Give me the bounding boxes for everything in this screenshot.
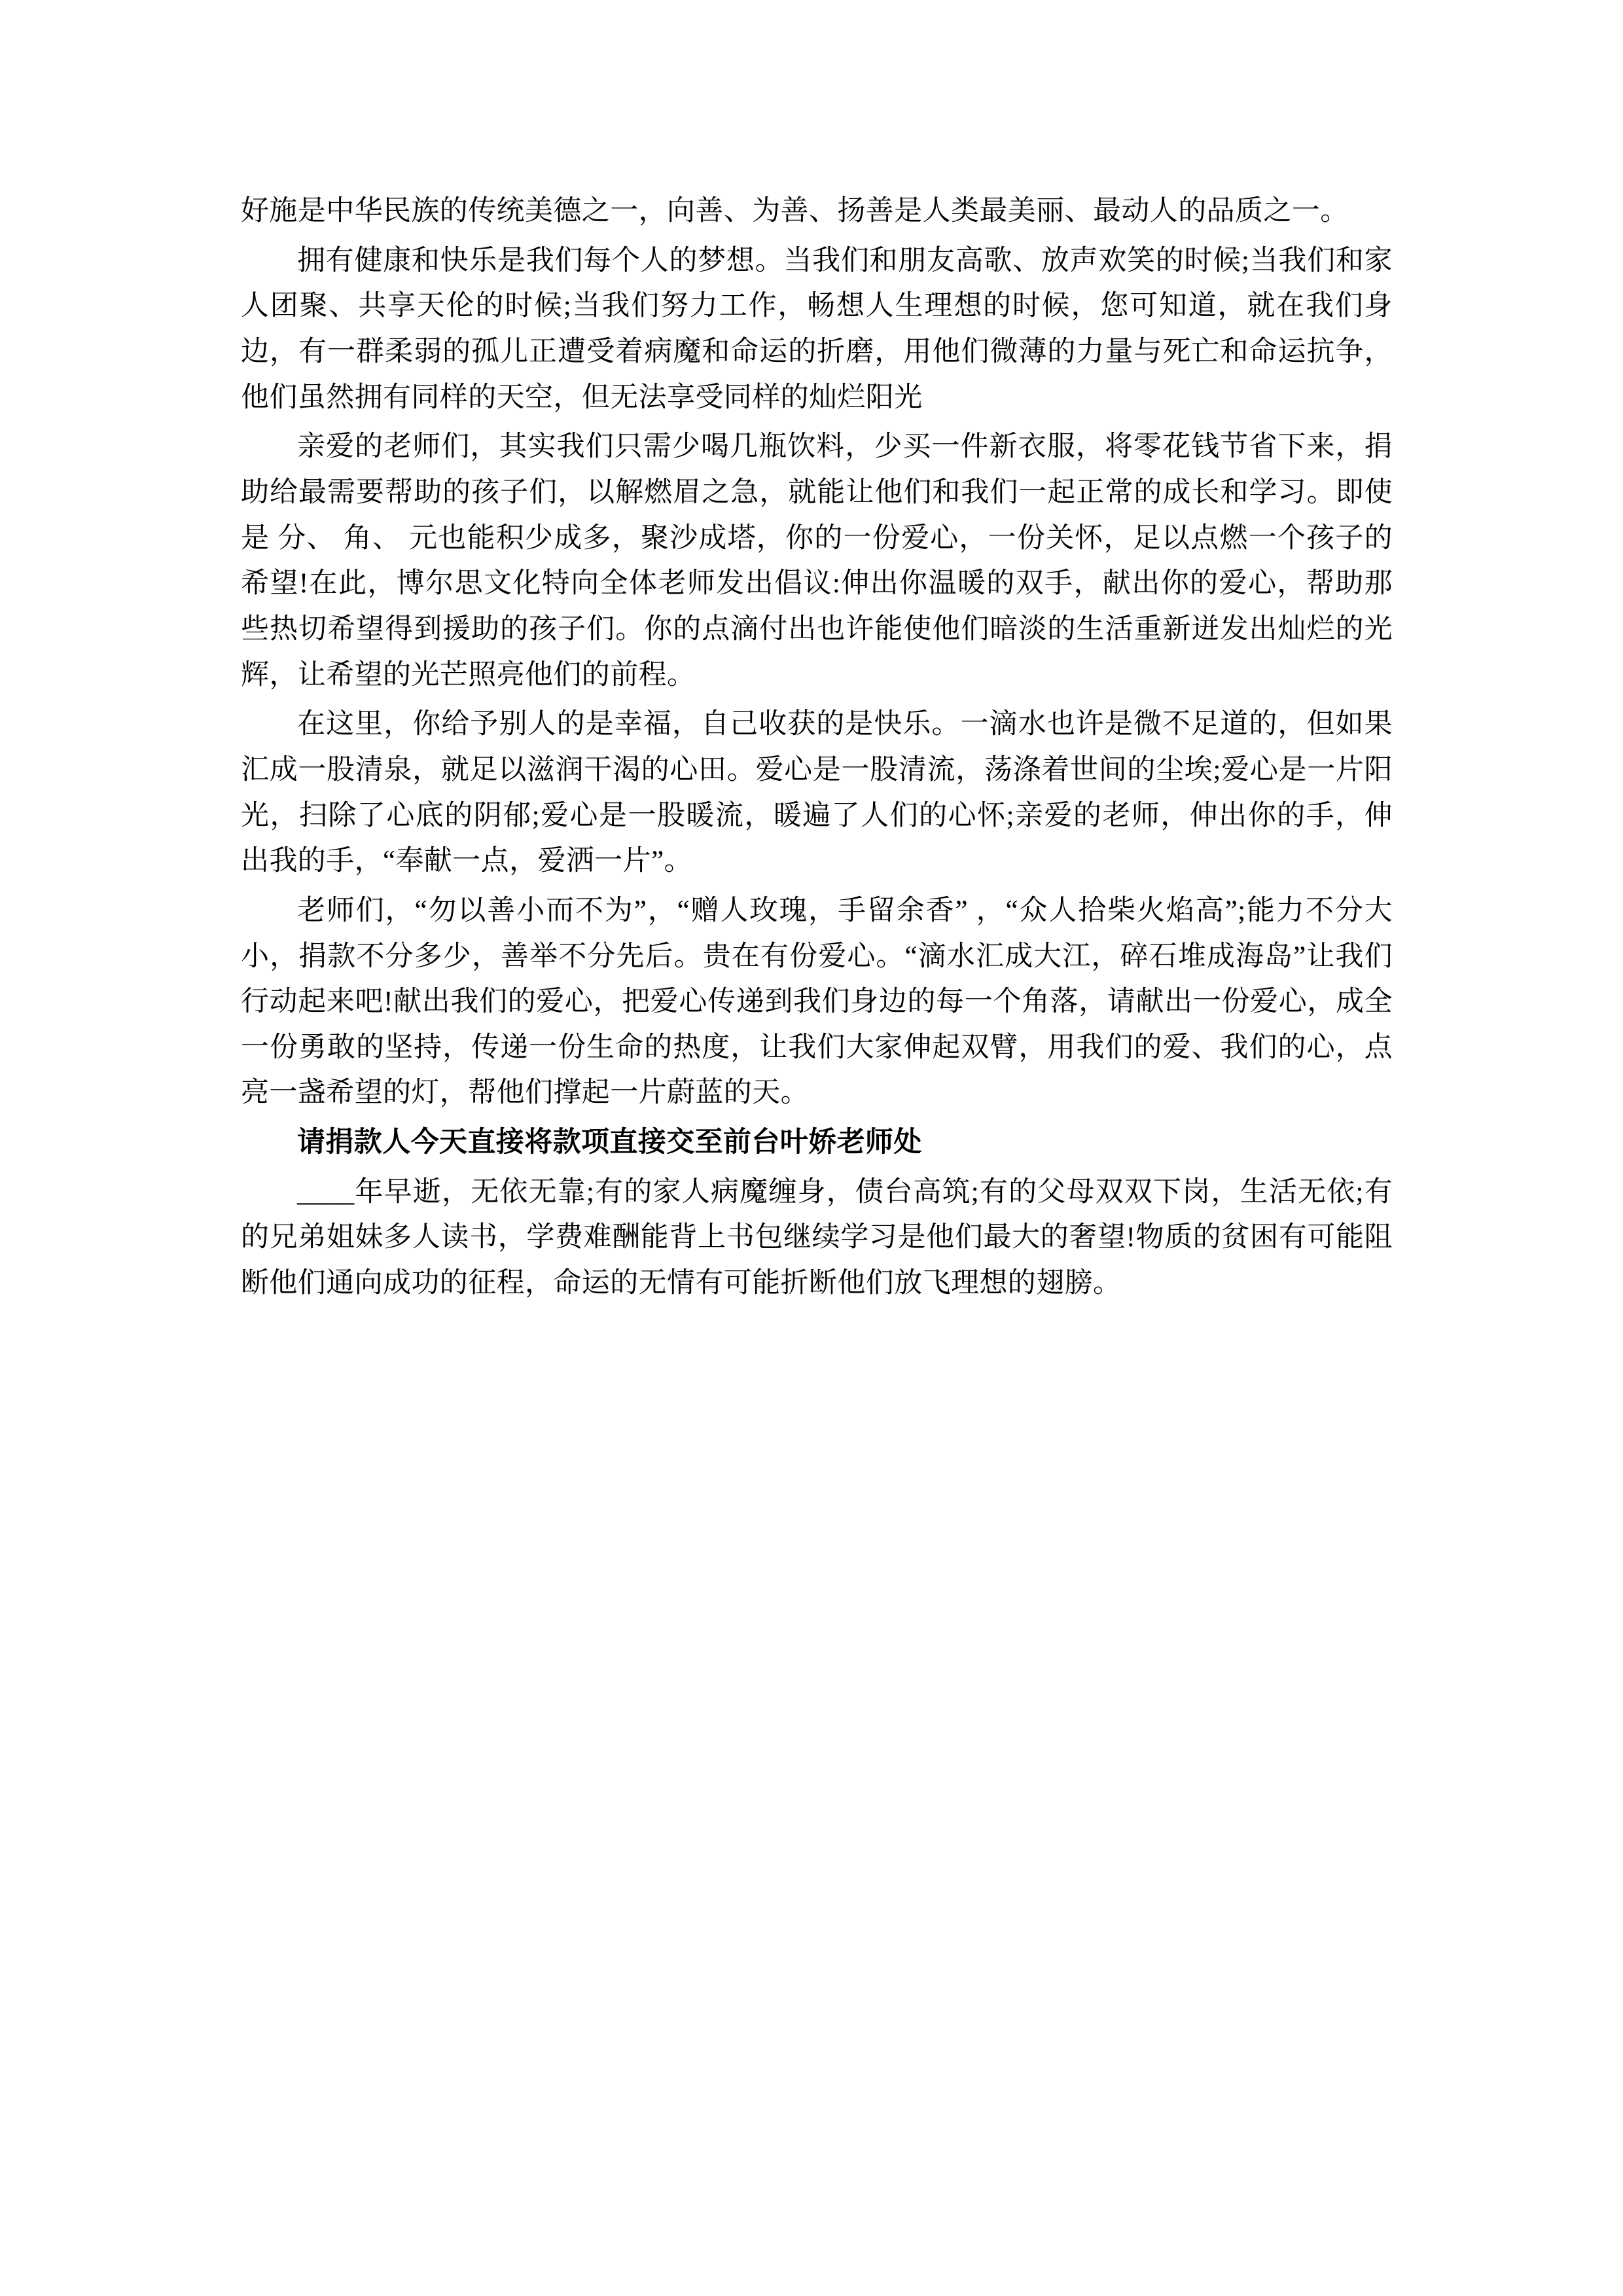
document-body [241,188,1393,1306]
paragraph-2: 拥有健康和快乐是我们每个人的梦想。当我们和朋友高歌、放声欢笑的时候;当我们和家人团聚、共享天伦的时候;当我们努力工作，畅想人生理想的时候，您可知道，就在我们身边，有一群柔弱的孤儿正遭受着病魔和命运的折磨，用他们微薄的力量与死亡和命运抗争，他们虽然拥有同样的天空，但无法享受同样的灿烂阳光 [241,245,1393,413]
paragraph-5: 老师们，“勿以善小而不为”，“赠人玫瑰，手留余香” ，“众人拾柴火焰高”;能力不分大小，捐款不分多少，善举不分先后。贵在有份爱心。“滴水汇成大江，碎石堆成海岛”让我们行动起来吧!献出我们的爱心，把爱心传递到我们身边的每一个角落，请献出一份爱心，成全一份勇敢的坚持，传递一份生命的热度，让我们大家伸起双臂，用我们的爱、我们的心，点亮一盏希望的灯，帮他们撑起一片蔚蓝的天。 [241,895,1393,1109]
paragraph-1: 好施是中华民族的传统美德之一，向善、为善、扬善是人类最美丽、最动人的品质之一。 [241,196,1349,226]
paragraph-4: 在这里，你给予别人的是幸福，自己收获的是快乐。一滴水也许是微不足道的，但如果汇成一股清泉，就足以滋润干渴的心田。爱心是一股清流，荡涤着世间的尘埃;爱心是一片阳光，扫除了心底的阴郁;爱心是一股暖流，暖遍了人们的心怀;亲爱的老师，伸出你的手，伸出我的手，“奉献一点，爱洒一片”。 [241,709,1393,877]
paragraph-7: ____年早逝，无依无靠;有的家人病魔缠身，债台高筑;有的父母双双下岗，生活无依;有的兄弟姐妹多人读书，学费难酬能背上书包继续学习是他们最大的奢望!物质的贫困有可能阻断他们通向成功的征程，命运的无情有可能折断他们放飞理想的翅膀。 [241,1176,1393,1299]
paragraph-6-emphasis: 请捐款人今天直接将款项直接交至前台叶娇老师处 [297,1127,922,1158]
paragraph-3: 亲爱的老师们，其实我们只需少喝几瓶饮料，少买一件新衣服，将零花钱节省下来，捐助给最需要帮助的孩子们，以解燃眉之急，就能让他们和我们一起正常的成长和学习。即使是 分、 角、 元也能积少成多，聚沙成塔，你的一份爱心，一份关怀，足以点燃一个孩子的希望!在此，博尔思文化特向全体老师发出倡议:伸出你温暖的双手，献出你的爱心，帮助那些热切希望得到援助的孩子们。你的点滴付出也许能使他们暗淡的生活重新迸发出灿烂的光辉，让希望的光芒照亮他们的前程。 [241,431,1393,691]
